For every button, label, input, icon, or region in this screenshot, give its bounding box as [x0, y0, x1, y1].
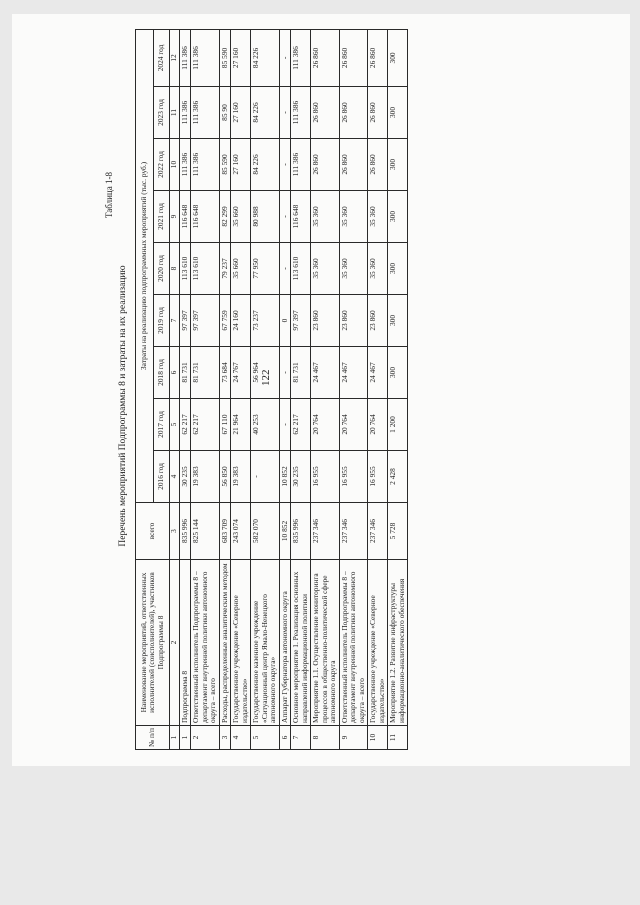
value-cell: 24 467: [311, 347, 340, 399]
value-cell: 10 852: [279, 451, 291, 503]
value-cell: 237 346: [311, 503, 340, 560]
value-cell: 73 237: [251, 295, 280, 347]
value-cell: 20 764: [311, 399, 340, 451]
value-cell: 582 070: [251, 503, 280, 560]
value-cell: 111 386: [191, 139, 220, 191]
value-cell: 79 237: [219, 243, 231, 295]
value-cell: 24 160: [231, 295, 251, 347]
index-cell: 6: [170, 347, 180, 399]
value-cell: 116 648: [179, 191, 191, 243]
table-row: [339, 29, 368, 749]
header-col-1: 2016 год: [154, 451, 170, 503]
table-row: [191, 29, 220, 749]
row-number: 8: [311, 726, 340, 750]
value-cell: -: [279, 347, 291, 399]
row-number: 10: [368, 726, 388, 750]
value-cell: 97 397: [179, 295, 191, 347]
row-number: 1: [179, 726, 191, 750]
value-cell: 111 386: [191, 87, 220, 139]
index-cell: 5: [170, 399, 180, 451]
value-cell: 24 467: [368, 347, 388, 399]
row-name: Ответственный исполнитель Подпрограммы 8 – департамент внутренней политики автономного округа – всего: [191, 560, 220, 726]
row-number: 3: [219, 726, 231, 750]
row-name: Государственное учреждение «Северное издательство»: [231, 560, 251, 726]
value-cell: -: [279, 399, 291, 451]
value-cell: 300: [388, 295, 408, 347]
value-cell: 26 860: [368, 29, 388, 86]
value-cell: 111 386: [179, 139, 191, 191]
value-cell: 77 950: [251, 243, 280, 295]
value-cell: 111 386: [179, 87, 191, 139]
value-cell: 111 386: [179, 29, 191, 86]
value-cell: 26 860: [311, 29, 340, 86]
value-cell: 84 226: [251, 29, 280, 86]
value-cell: 300: [388, 139, 408, 191]
value-cell: 35 360: [339, 243, 368, 295]
value-cell: 113 610: [191, 243, 220, 295]
row-name: Подпрограмма 8: [179, 560, 191, 726]
value-cell: 26 860: [368, 139, 388, 191]
table-row: [231, 29, 251, 749]
index-cell: 9: [170, 191, 180, 243]
table-row: [368, 29, 388, 749]
value-cell: 82 299: [219, 191, 231, 243]
index-cell: 3: [170, 503, 180, 560]
index-cell: 1: [170, 726, 180, 750]
value-cell: 19 383: [231, 451, 251, 503]
value-cell: 0: [279, 295, 291, 347]
table-body: [179, 29, 408, 749]
row-number: 4: [231, 726, 251, 750]
row-name: Основное мероприятие 1. Реализация основных направлений информационной политики: [291, 560, 311, 726]
header-col-5: 2020 год: [154, 243, 170, 295]
value-cell: 56 964: [251, 347, 280, 399]
index-cell: 8: [170, 243, 180, 295]
value-cell: 16 955: [311, 451, 340, 503]
row-number: 6: [279, 726, 291, 750]
value-cell: 243 074: [231, 503, 251, 560]
column-index-row: [170, 29, 180, 749]
value-cell: 26 860: [311, 139, 340, 191]
page-number: 122: [260, 369, 272, 386]
value-cell: 111 386: [291, 139, 311, 191]
header-col-6: 2021 год: [154, 191, 170, 243]
value-cell: 300: [388, 347, 408, 399]
header-name: Наименование мероприятий, ответственных исполнителей (соисполнителей), участников Подпрограммы 8: [136, 560, 170, 726]
row-number: 9: [339, 726, 368, 750]
value-cell: 35 360: [311, 243, 340, 295]
header-col-0: всего: [136, 503, 170, 560]
costs-table: [135, 29, 408, 750]
value-cell: 24 467: [339, 347, 368, 399]
value-cell: 23 860: [339, 295, 368, 347]
value-cell: 24 767: [231, 347, 251, 399]
value-cell: 2 428: [388, 451, 408, 503]
row-name: Мероприятие 1.2. Развитие инфраструктуры информационно-аналитического обеспечения: [388, 560, 408, 726]
index-cell: 7: [170, 295, 180, 347]
value-cell: 825 144: [191, 503, 220, 560]
value-cell: 81 731: [191, 347, 220, 399]
value-cell: 56 850: [219, 451, 231, 503]
header-col-3: 2018 год: [154, 347, 170, 399]
value-cell: 97 397: [191, 295, 220, 347]
row-name: Мероприятие 1.1. Осуществление мониторинга процессов в общественно-политической сфере автономного округа: [311, 560, 340, 726]
value-cell: 237 346: [368, 503, 388, 560]
row-number: 11: [388, 726, 408, 750]
value-cell: -: [279, 29, 291, 86]
scanned-page: [12, 14, 630, 766]
value-cell: 26 860: [368, 87, 388, 139]
value-cell: 23 860: [368, 295, 388, 347]
value-cell: 35 360: [368, 191, 388, 243]
value-cell: 10 852: [279, 503, 291, 560]
row-name: Расходы, распределенные аналитическим методом: [219, 560, 231, 726]
header-col-4: 2019 год: [154, 295, 170, 347]
value-cell: 85 590: [219, 139, 231, 191]
value-cell: 62 217: [291, 399, 311, 451]
header-col-2: 2017 год: [154, 399, 170, 451]
index-cell: 4: [170, 451, 180, 503]
index-cell: 11: [170, 87, 180, 139]
value-cell: 113 610: [179, 243, 191, 295]
value-cell: 835 996: [291, 503, 311, 560]
value-cell: -: [279, 87, 291, 139]
value-cell: 300: [388, 87, 408, 139]
row-name: Ответственный исполнитель Подпрограммы 8 – департамент внутренней политики автономного округа – всего: [339, 560, 368, 726]
index-cell: 2: [170, 560, 180, 726]
value-cell: 5 728: [388, 503, 408, 560]
value-cell: 80 988: [251, 191, 280, 243]
value-cell: 62 217: [179, 399, 191, 451]
value-cell: 40 253: [251, 399, 280, 451]
value-cell: 835 996: [179, 503, 191, 560]
value-cell: 20 764: [368, 399, 388, 451]
value-cell: 26 860: [339, 87, 368, 139]
table-row: [311, 29, 340, 749]
value-cell: 111 386: [291, 87, 311, 139]
value-cell: 30 235: [179, 451, 191, 503]
value-cell: 27 160: [231, 87, 251, 139]
table-row: [251, 29, 280, 749]
value-cell: -: [279, 191, 291, 243]
value-cell: 27 160: [231, 29, 251, 86]
value-cell: 35 660: [231, 243, 251, 295]
value-cell: 113 610: [291, 243, 311, 295]
value-cell: 683 709: [219, 503, 231, 560]
value-cell: -: [279, 139, 291, 191]
value-cell: 81 731: [179, 347, 191, 399]
header-col-7: 2022 год: [154, 139, 170, 191]
value-cell: 300: [388, 191, 408, 243]
row-number: 5: [251, 726, 280, 750]
value-cell: 84 226: [251, 87, 280, 139]
table-title: Перечень мероприятий Подпрограммы 8 и затраты на их реализацию: [118, 265, 128, 547]
value-cell: 67 759: [219, 295, 231, 347]
value-cell: -: [279, 243, 291, 295]
value-cell: 67 110: [219, 399, 231, 451]
value-cell: 116 648: [191, 191, 220, 243]
value-cell: 19 383: [191, 451, 220, 503]
table-row: [179, 29, 191, 749]
row-name: Аппарат Губернатора автономного округа: [279, 560, 291, 726]
row-name: Государственное учреждение «Северное издательство»: [368, 560, 388, 726]
header-col-8: 2023 год: [154, 87, 170, 139]
value-cell: 27 160: [231, 139, 251, 191]
row-number: 2: [191, 726, 220, 750]
value-cell: 35 660: [231, 191, 251, 243]
value-cell: 116 648: [291, 191, 311, 243]
header-costs: Затраты на реализацию подпрограммных мероприятий (тыс. руб.): [136, 29, 154, 502]
value-cell: 300: [388, 29, 408, 86]
value-cell: 300: [388, 243, 408, 295]
value-cell: 97 397: [291, 295, 311, 347]
value-cell: 26 860: [339, 139, 368, 191]
value-cell: 21 964: [231, 399, 251, 451]
header-num: № п/п: [136, 726, 170, 750]
value-cell: 237 346: [339, 503, 368, 560]
value-cell: 20 764: [339, 399, 368, 451]
value-cell: 85 590: [219, 29, 231, 86]
table-row: [291, 29, 311, 749]
value-cell: 111 386: [291, 29, 311, 86]
value-cell: 35 360: [368, 243, 388, 295]
value-cell: 84 226: [251, 139, 280, 191]
value-cell: 73 684: [219, 347, 231, 399]
value-cell: 16 955: [368, 451, 388, 503]
value-cell: 35 360: [339, 191, 368, 243]
value-cell: 26 860: [339, 29, 368, 86]
table-label: Таблица 1-8: [104, 172, 114, 218]
header-col-9: 2024 год: [154, 29, 170, 86]
rotated-page-content: [12, 14, 630, 766]
value-cell: 30 235: [291, 451, 311, 503]
value-cell: 35 360: [311, 191, 340, 243]
value-cell: 16 955: [339, 451, 368, 503]
row-name: Государственное казенное учреждение «Ситуационный центр Ямало-Ненецкого автономного округа»: [251, 560, 280, 726]
index-cell: 10: [170, 139, 180, 191]
value-cell: -: [251, 451, 280, 503]
table-row: [279, 29, 291, 749]
value-cell: 81 731: [291, 347, 311, 399]
value-cell: 62 217: [191, 399, 220, 451]
value-cell: 85 90: [219, 87, 231, 139]
value-cell: 1 200: [388, 399, 408, 451]
value-cell: 26 860: [311, 87, 340, 139]
index-cell: 12: [170, 29, 180, 86]
row-number: 7: [291, 726, 311, 750]
table-row: [219, 29, 231, 749]
value-cell: 23 860: [311, 295, 340, 347]
table-row: [388, 29, 408, 749]
value-cell: 111 386: [191, 29, 220, 86]
